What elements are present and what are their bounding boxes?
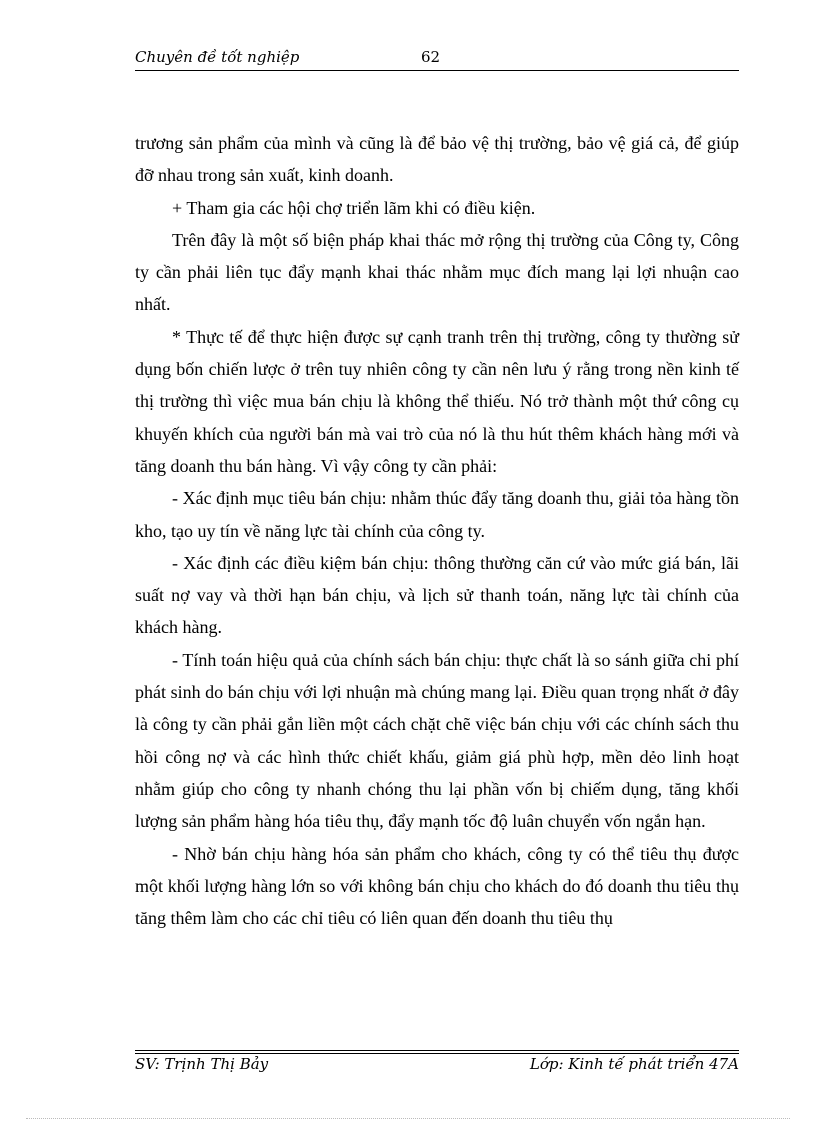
page-number: 62 (421, 48, 441, 66)
paragraph-6: - Xác định các điều kiệm bán chịu: thông thường căn cứ vào mức giá bán, lãi suất nợ vay và thời hạn bán chịu, và lịch sử thanh toán, năng lực tài chính của khách hàng. (135, 552, 739, 638)
page-edge-dotted-line (26, 1118, 790, 1119)
footer-rule-bottom (135, 1053, 739, 1054)
body-text (135, 127, 739, 934)
paragraph-7: - Tính toán hiệu quả của chính sách bán chịu: thực chất là so sánh giữa chi phí phát sinh do bán chịu với lợi nhuận mà chúng mang lại. Điều quan trọng nhất ở đây là công ty cần phải gắn liền một cách chặt chẽ việc bán chịu với các chính sách thu hồi công nợ và các hình thức chiết khấu, giảm giá phù hợp, mền dẻo linh hoạt nhằm giúp cho công ty nhanh chóng thu lại phần vốn bị chiếm dụng, tăng khối lượng sản phẩm hàng hóa tiêu thụ, đẩy mạnh tốc độ luân chuyển vốn ngắn hạn. (135, 649, 739, 832)
page-header (135, 48, 739, 72)
paragraph-8: - Nhờ bán chịu hàng hóa sản phẩm cho khách, công ty có thể tiêu thụ được một khối lượng hàng lớn so với không bán chịu cho khách do đó doanh thu tiêu thụ tăng thêm làm cho các chỉ tiêu có liên quan đến doanh thu tiêu thụ (135, 843, 739, 929)
header-title: Chuyên đề tốt nghiệp (135, 48, 300, 66)
paragraph-2: + Tham gia các hội chợ triển lãm khi có điều kiện. (172, 197, 536, 218)
page-footer (135, 1055, 739, 1077)
paragraph-4: * Thực tế để thực hiện được sự cạnh tranh trên thị trường, công ty thường sử dụng bốn chiến lược ở trên tuy nhiên công ty cần nên lưu ý rằng trong nền kinh tế thị trường thì việc mua bán chịu là không thể thiếu. Nó trở thành một thứ công cụ khuyến khích của người bán mà vai trò của nó là thu hút thêm khách hàng mới và tăng doanh thu bán hàng. Vì vậy công ty cần phải: (135, 326, 739, 476)
footer-rule-top (135, 1050, 739, 1051)
paragraph-3: Trên đây là một số biện pháp khai thác mở rộng thị trường của Công ty, Công ty cần phải liên tục đẩy mạnh khai thác nhằm mục đích mang lại lợi nhuận cao nhất. (135, 229, 739, 315)
paragraph-5: - Xác định mục tiêu bán chịu: nhằm thúc đẩy tăng doanh thu, giải tỏa hàng tồn kho, tạo uy tín về năng lực tài chính của công ty. (135, 488, 739, 541)
header-rule (135, 70, 739, 71)
footer-student: SV: Trịnh Thị Bảy (135, 1055, 269, 1073)
footer-class: Lớp: Kinh tế phát triển 47A (529, 1055, 739, 1073)
paragraph-1: trương sản phẩm của mình và cũng là để bảo vệ thị trường, bảo vệ giá cả, để giúp đỡ nhau trong sản xuất, kinh doanh. (135, 133, 739, 186)
